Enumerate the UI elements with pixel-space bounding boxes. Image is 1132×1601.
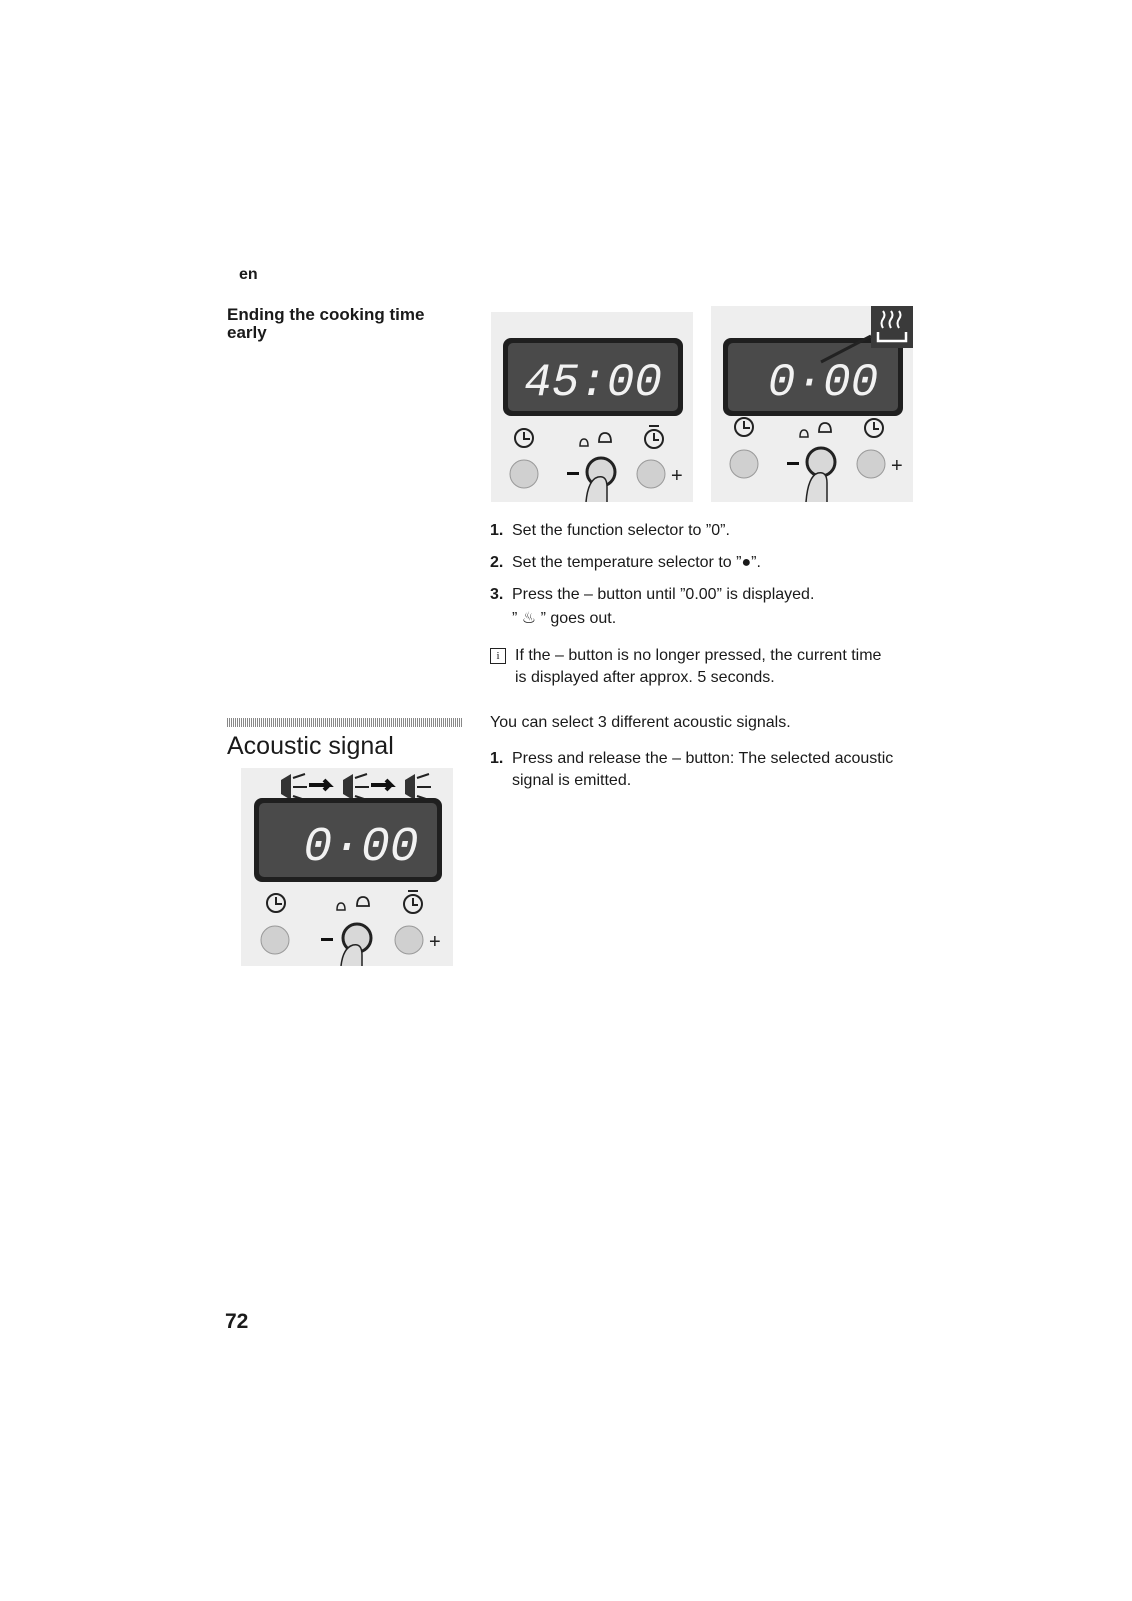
stopwatch-icon bbox=[404, 891, 422, 913]
section-title-ending-cooking: Ending the cooking time early bbox=[227, 305, 425, 342]
acoustic-intro: You can select 3 different acoustic signals. bbox=[490, 714, 791, 731]
minus-icon bbox=[787, 462, 799, 465]
list-item: 2. Set the temperature selector to ”●”. bbox=[490, 554, 761, 571]
language-label: en bbox=[239, 266, 258, 283]
steps-list bbox=[490, 520, 910, 640]
list-item: 1. Press and release the – button: The selected acoustic signal is emitted. bbox=[490, 750, 894, 789]
clock-icon bbox=[735, 418, 753, 436]
info-icon: i bbox=[490, 648, 506, 664]
bell-icon bbox=[800, 423, 831, 437]
plus-button[interactable] bbox=[395, 926, 423, 954]
plus-icon: + bbox=[429, 931, 441, 953]
plus-icon: + bbox=[891, 455, 903, 477]
oven-panel-figure-0 bbox=[711, 306, 913, 502]
oven-panel-figure-45 bbox=[491, 312, 693, 502]
minus-button[interactable] bbox=[807, 448, 835, 476]
plus-button[interactable] bbox=[857, 450, 885, 478]
display-readout: 45:00 bbox=[523, 357, 663, 409]
steps-list bbox=[490, 748, 910, 802]
page-number: 72 bbox=[225, 1310, 249, 1333]
oven-panel-figure-acoustic bbox=[241, 768, 453, 966]
clock-icon bbox=[515, 429, 533, 447]
minus-icon bbox=[321, 938, 333, 941]
section-title-acoustic-signal: Acoustic signal bbox=[227, 732, 394, 760]
bell-icon bbox=[337, 897, 369, 910]
clock-button[interactable] bbox=[261, 926, 289, 954]
speaker-icon bbox=[281, 774, 431, 800]
stopwatch-icon bbox=[865, 415, 883, 437]
minus-icon bbox=[567, 472, 579, 475]
list-item: 1. Set the function selector to ”0”. bbox=[490, 522, 730, 539]
plus-icon: + bbox=[671, 465, 683, 487]
clock-icon bbox=[267, 894, 285, 912]
display-readout: 0·00 bbox=[303, 821, 419, 875]
list-item: 3. Press the – button until ”0.00” is displayed. ” ♨ ” goes out. bbox=[490, 586, 815, 627]
clock-button[interactable] bbox=[730, 450, 758, 478]
clock-button[interactable] bbox=[510, 460, 538, 488]
stopwatch-icon bbox=[645, 426, 663, 448]
display-readout: 0·00 bbox=[767, 357, 879, 409]
plus-button[interactable] bbox=[637, 460, 665, 488]
info-note: i If the – button is no longer pressed, the current time is displayed after approx. 5 seconds. bbox=[490, 645, 890, 689]
bell-icon bbox=[580, 433, 611, 446]
section-divider bbox=[227, 718, 463, 727]
